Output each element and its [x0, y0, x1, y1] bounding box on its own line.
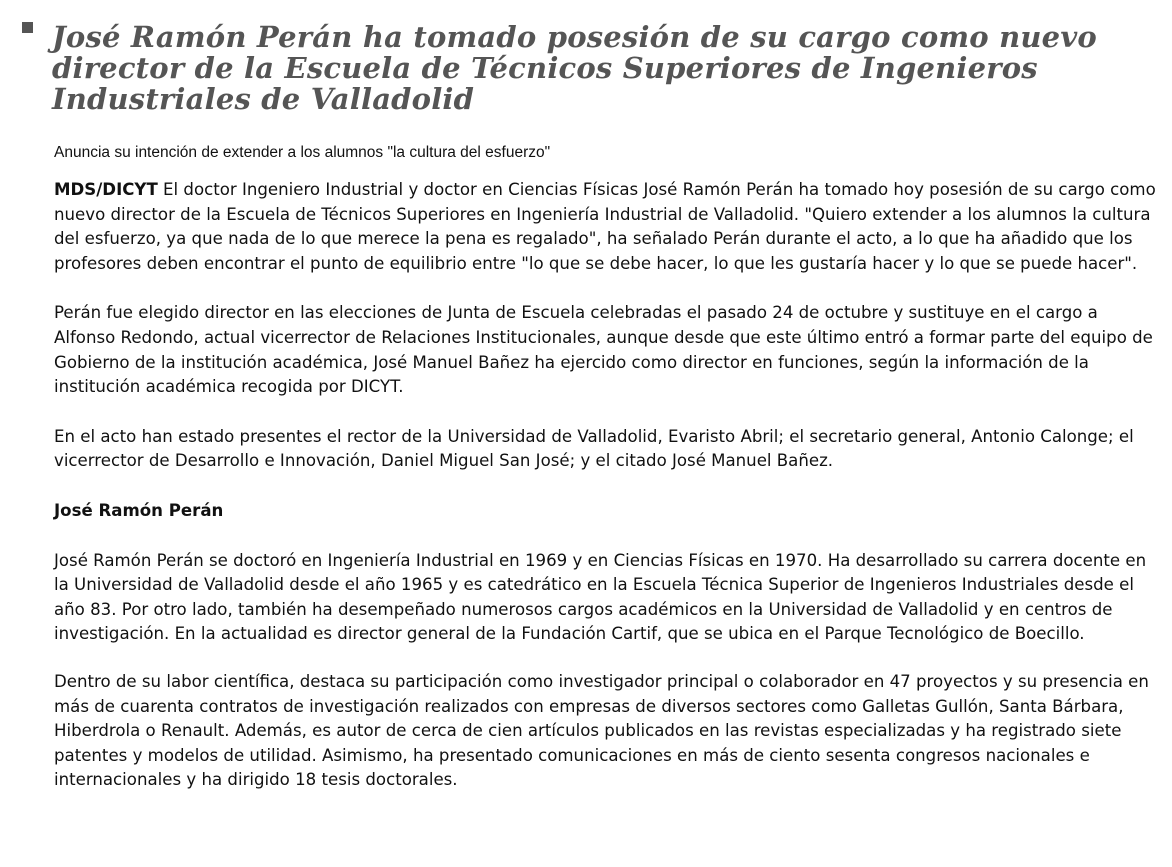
article-title: José Ramón Perán ha tomado posesión de su cargo como nuevo director de la Escuela de Técnicos Superiores de Ingenieros Industriales de Valladolid [52, 20, 1097, 116]
paragraph-1 [54, 178, 1159, 276]
title-bullet-icon [22, 22, 33, 33]
section-heading: José Ramón Perán [54, 500, 224, 520]
paragraph-4: José Ramón Perán se doctoró en Ingeniería Industrial en 1969 y en Ciencias Físicas en 1970. Ha desarrollado su carrera docente en la Universidad de Valladolid desde el año 1965 y es catedrático en la Escuela Técnica Superior de Ingenieros Industriales desde el año 83. Por otro lado, también ha desempeñado numerosos cargos académicos en la Universidad de Valladolid y en centros de investigación. En la actualidad es director general de la Fundación Cartif, que se ubica en el Parque Tecnológico de Boecillo. [54, 550, 1147, 644]
paragraph-1-text: El doctor Ingeniero Industrial y doctor en Ciencias Físicas José Ramón Perán ha tomado hoy posesión de su cargo como nuevo director de la Escuela de Técnicos Superiores en Ingeniería Industrial de Valladolid. "Quiero extender a los alumnos la cultura del esfuerzo, ya que nada de lo que merece la pena es regalado", ha señalado Perán durante el acto, a lo que ha añadido que los profesores deben encontrar el punto de equilibrio entre "lo que se debe hacer, lo que les gustaría hacer y lo que se puede hacer". [54, 180, 1156, 273]
source-label: MDS/DICYT [54, 180, 158, 199]
article-subtitle: Anuncia su intención de extender a los alumnos "la cultura del esfuerzo" [54, 144, 551, 161]
paragraph-3: En el acto han estado presentes el rector de la Universidad de Valladolid, Evaristo Abril; el secretario general, Antonio Calonge; el vicerrector de Desarrollo e Innovación, Daniel Miguel San José; y el citado José Manuel Bañez. [54, 426, 1134, 471]
paragraph-5: Dentro de su labor científica, destaca su participación como investigador principal o colaborador en 47 proyectos y su presencia en más de cuarenta contratos de investigación realizados con empresas de diversos sectores como Galletas Gullón, Santa Bárbara, Hiberdrola o Renault. Además, es autor de cerca de cien artículos publicados en las revistas especializadas y ha registrado siete patentes y modelos de utilidad. Asimismo, ha presentado comunicaciones en más de ciento sesenta congresos nacionales e internacionales y ha dirigido 18 tesis doctorales. [54, 671, 1149, 790]
article-body [54, 178, 1159, 818]
paragraph-2: Perán fue elegido director en las elecciones de Junta de Escuela celebradas el pasado 24 de octubre y sustituye en el cargo a Alfonso Redondo, actual vicerrector de Relaciones Institucionales, aunque desde que este último entró a formar parte del equipo de Gobierno de la institución académica, José Manuel Bañez ha ejercido como director en funciones, según la información de la institución académica recogida por DICYT. [54, 303, 1153, 397]
